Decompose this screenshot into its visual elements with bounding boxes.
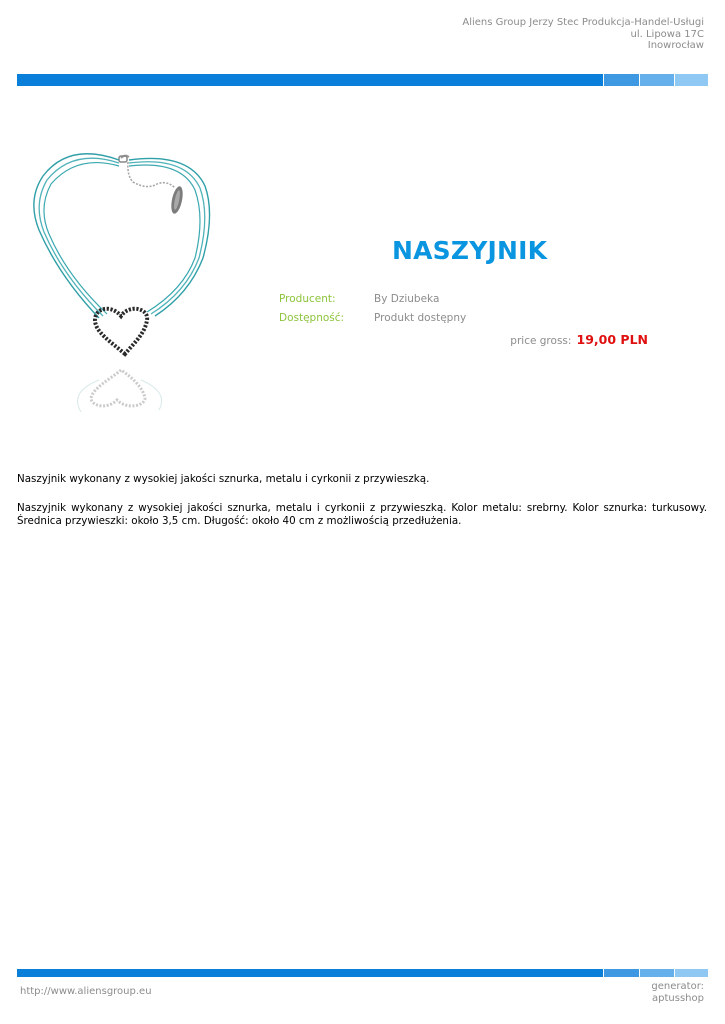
price-block [510,329,648,348]
footer-url-link[interactable]: http://www.aliensgroup.eu [20,986,152,997]
generator-label: generator: [651,981,704,992]
generator-name: aptusshop [652,993,704,1004]
company-street: ul. Lipowa 17C [630,28,704,40]
footer-stripe [17,969,707,977]
spec-value: Produkt dostępny [374,312,467,324]
spec-label: Producent: [279,293,336,305]
product-title: NASZYJNIK [392,236,548,265]
price-value: 19,00 PLN [576,332,648,347]
long-description: Naszyjnik wykonany z wysokiej jakości sznurka, metalu i cyrkonii z przywieszką. Kolor metalu: srebrny. Kolor sznurka: turkusowy. Średnica przywieszki: około 3,5 cm. Długość: około 40 cm z możliwością przedłużenia. [17,502,707,527]
necklace-image [29,148,225,416]
company-name: Aliens Group Jerzy Stec Produkcja-Handel-Usługi [462,17,704,28]
spec-value: By Dziubeka [374,293,440,305]
header-stripe [17,74,707,86]
spec-label: Dostępność: [279,312,345,324]
short-description: Naszyjnik wykonany z wysokiej jakości sznurka, metalu i cyrkonii z przywieszką. [17,473,430,485]
price-label: price gross: [510,335,572,347]
company-address [462,17,704,52]
company-city: Inowrocław [647,40,704,51]
footer-generator [651,981,704,1005]
